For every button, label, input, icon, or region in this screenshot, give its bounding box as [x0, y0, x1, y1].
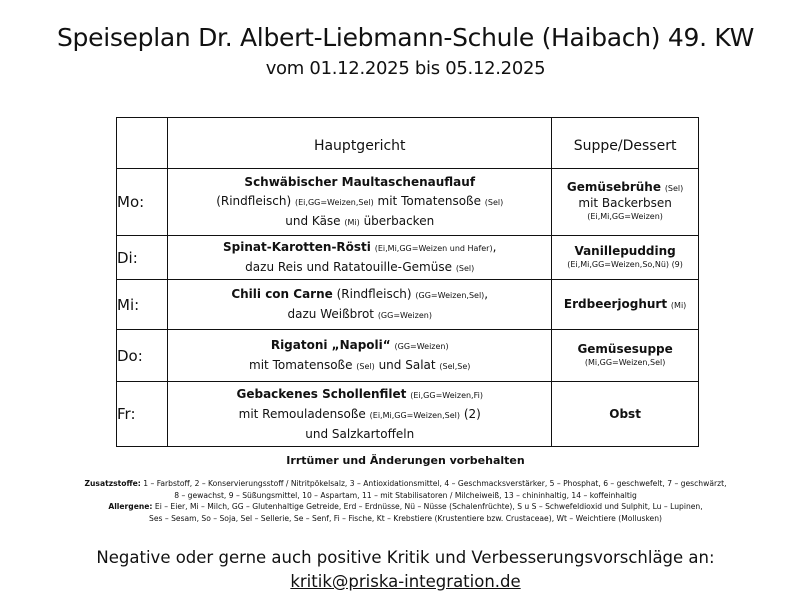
allergen-note: (GG=Weizen,Sel) [415, 290, 485, 300]
allergen-note: (Ei,Mi,GG=Weizen) [587, 212, 663, 221]
menu-row-thursday [117, 330, 699, 382]
allergen-note: (GG=Weizen) [377, 310, 432, 320]
allergen-note: (Sel,Se) [439, 361, 471, 371]
main-dish: Gebackenes Schollenfilet (Ei,GG=Weizen,Fi) mit Remouladensoße (Ei,Mi,GG=Weizen,Sel) (2) und Salzkartoffeln [168, 382, 552, 447]
day-label: Di: [117, 236, 168, 280]
disclaimer: Irrtümer und Änderungen vorbehalten [286, 454, 525, 467]
feedback-text: Negative oder gerne auch positive Kritik und Verbesserungsvorschläge an: [96, 548, 715, 567]
dish-name: Schwäbischer Maultaschenauflauf [244, 174, 476, 189]
dish-name: Chili con Carne [231, 286, 333, 301]
header-main-dish: Hauptgericht [168, 118, 552, 169]
allergen-note: (Sel) [356, 361, 375, 371]
day-label: Fr: [117, 382, 168, 447]
allergen-note: (Mi,GG=Weizen,Sel) [584, 357, 666, 367]
additives-allergens-legend: Zusatzstoffe: 1 – Farbstoff, 2 – Konservierungsstoff / Nitritpökelsalz, 3 – Antioxidationsmittel, 4 – Geschmacksverstärker, 5 – Phosphat, 6 – geschwefelt, 7 – geschwärzt, 8 – gewachst, 9 – Süßungsmittel, 10 – Aspartam, 11 – mit Stabilisatoren / Milcheiweiß, 13 – chininhaltig, 14 – koffeinhaltig Allergene: Ei – Eier, Mi – Milch, GG – Glutenhaltige Getreide, Erd – Erdnüsse, Nü – Nüsse (Schalenfrüchte), S u S – Schwefeldioxid und Sulphit, Lu – Lupinen, Ses – Sesam, So – Soja, Sel – Sellerie, Se – Senf, Fi – Fische, Kt – Krebstiere (Krustentiere bzw. Crustaceae), Wt – Weichtiere (Mollusken) [84, 479, 727, 523]
day-label: Mi: [117, 280, 168, 330]
menu-row-monday [117, 169, 699, 236]
dish-name: Gemüsesuppe [577, 341, 673, 356]
menu-row-tuesday [117, 236, 699, 280]
feedback-section [0, 546, 811, 594]
date-range: vom 01.12.2025 bis 05.12.2025 [265, 58, 546, 79]
allergen-note: (Mi) [670, 300, 687, 310]
dish-name: Rigatoni „Napoli“ [270, 337, 391, 352]
allergens-label: Allergene: [108, 502, 153, 511]
menu-row-friday [117, 382, 699, 447]
dish-name: Gemüsebrühe [566, 180, 661, 194]
soup-dessert [552, 330, 699, 382]
soup-dessert [552, 236, 699, 280]
dish-name: Spinat-Karotten-Rösti [223, 239, 371, 254]
allergen-note: (Mi) [344, 217, 360, 227]
header-soup-dessert: Suppe/Dessert [552, 118, 699, 169]
soup-dessert: Gemüsebrühe (Sel) mit Backerbsen (Ei,Mi,GG=Weizen) [552, 169, 699, 236]
header-row [117, 118, 699, 169]
main-dish: Rigatoni „Napoli“ (GG=Weizen) mit Tomatensoße (Sel) und Salat (Sel,Se) [168, 330, 552, 382]
day-label: Mo: [117, 169, 168, 236]
allergen-note: (Ei,Mi,GG=Weizen,Sel) [369, 410, 461, 420]
page-title: Speiseplan Dr. Albert-Liebmann-Schule (Haibach) 49. KW [56, 23, 755, 52]
soup-dessert [552, 280, 699, 330]
allergen-note: (Sel) [484, 197, 504, 207]
allergen-note: (Ei,GG=Weizen,Sel) [295, 197, 374, 207]
dish-name: Obst [609, 407, 641, 421]
header-day-cell [117, 118, 168, 169]
additives-label: Zusatzstoffe: [84, 479, 141, 488]
dish-name: Gebackenes Schollenfilet [236, 386, 407, 401]
allergen-note: (Ei,GG=Weizen,Fi) [410, 390, 483, 400]
allergen-note: (Sel) [455, 263, 475, 273]
main-dish: Spinat-Karotten-Rösti (Ei,Mi,GG=Weizen und Hafer), dazu Reis und Ratatouille-Gemüse (Sel) [168, 236, 552, 280]
menu-row-wednesday [117, 280, 699, 330]
dish-name: Erdbeerjoghurt [563, 296, 668, 311]
main-dish: Chili con Carne (Rindfleisch) (GG=Weizen,Sel), dazu Weißbrot (GG=Weizen) [168, 280, 552, 330]
menu-table [116, 117, 699, 447]
allergen-note: (Ei,Mi,GG=Weizen und Hafer) [374, 243, 493, 253]
day-label: Do: [117, 330, 168, 382]
allergen-note: (GG=Weizen) [394, 341, 449, 351]
main-dish: Schwäbischer Maultaschenauflauf (Rindfleisch) (Ei,GG=Weizen,Sel) mit Tomatensoße (Sel) und Käse (Mi) überbacken [168, 169, 552, 236]
soup-dessert [552, 382, 699, 447]
feedback-email-link[interactable]: kritik@priska-integration.de [290, 572, 521, 591]
allergen-note: (Ei,Mi,GG=Weizen,So,Nü) (9) [567, 259, 683, 269]
dish-name: Vanillepudding [574, 243, 676, 258]
